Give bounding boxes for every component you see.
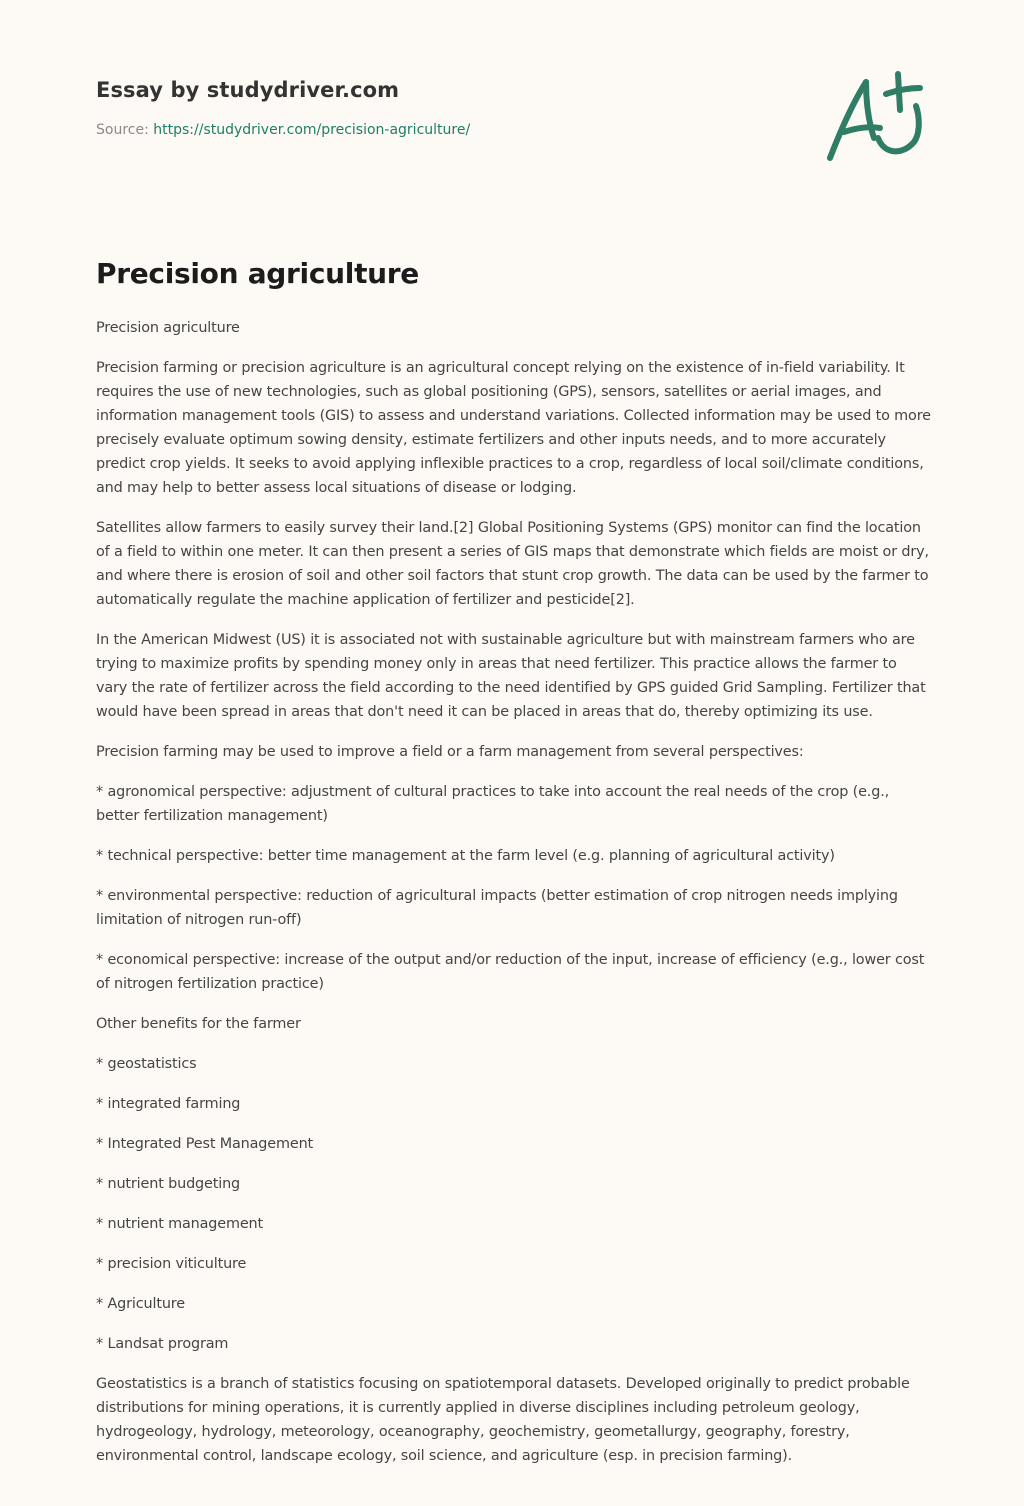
- article-subtitle: Precision agriculture: [96, 320, 240, 336]
- list-item: * Landsat program: [96, 1336, 229, 1352]
- list-item: * Agriculture: [96, 1296, 185, 1312]
- paragraph-midwest: In the American Midwest (US) it is associated not with sustainable agriculture but with mainstream farmers who are trying to maximize profits by spending money only in areas that need fertilizer. This practice allows the farmer to vary the rate of fertilizer across the field according to the need identified by GPS guided Grid Sampling. Fertilizer that would have been spread in areas that don't need it can be placed in areas that do, thereby optimizing its use.: [96, 632, 926, 720]
- list-item: * agronomical perspective: adjustment of cultural practices to take into account the real needs of the crop (e.g., better fertilization management): [96, 784, 890, 824]
- list-item: * nutrient management: [96, 1216, 264, 1232]
- paragraph-other-benefits: Other benefits for the farmer: [96, 1016, 301, 1032]
- paragraph-geostatistics: Geostatistics is a branch of statistics focusing on spatiotemporal datasets. Developed originally to predict probable distributions for mining operations, it is currently applied in diverse disciplines including petroleum geology, hydrogeology, hydrology, meteorology, oceanography, geochemistry, geometallurgy, geography, forestry, environmental control, landscape ecology, soil science, and agriculture (esp. in precision farming).: [96, 1376, 910, 1464]
- list-item: * environmental perspective: reduction of agricultural impacts (better estimation of crop nitrogen needs implying limitation of nitrogen run-off): [96, 888, 898, 928]
- list-item: * geostatistics: [96, 1056, 197, 1072]
- source-link[interactable]: https://studydriver.com/precision-agriculture/: [153, 122, 471, 138]
- article: [96, 256, 932, 1484]
- page-header: [96, 76, 796, 140]
- list-item: * nutrient budgeting: [96, 1176, 241, 1192]
- paragraph-intro: Precision farming or precision agriculture is an agricultural concept relying on the existence of in-field variability. It requires the use of new technologies, such as global positioning (GPS), sensors, satellites or aerial images, and information management tools (GIS) to assess and understand variations. Collected information may be used to more precisely evaluate optimum sowing density, estimate fertilizers and other inputs needs, and to more accurately predict crop yields. It seeks to avoid applying inflexible practices to a crop, regardless of local soil/climate conditions, and may help to better assess local situations of disease or lodging.: [96, 360, 931, 496]
- list-item: * technical perspective: better time management at the farm level (e.g. planning of agricultural activity): [96, 848, 835, 864]
- article-title: Precision agriculture: [96, 257, 419, 290]
- site-brand: Essay by studydriver.com: [96, 78, 400, 102]
- paragraph-satellites: Satellites allow farmers to easily survey their land.[2] Global Positioning Systems (GPS) monitor can find the location of a field to within one meter. It can then present a series of GIS maps that demonstrate which fields are moist or dry, and where there is erosion of soil and other soil factors that stunt crop growth. The data can be used by the farmer to automatically regulate the machine application of fertilizer and pesticide[2].: [96, 520, 929, 608]
- source-label: Source:: [96, 122, 149, 138]
- list-item: * economical perspective: increase of the output and/or reduction of the input, increase of efficiency (e.g., lower cost of nitrogen fertilization practice): [96, 952, 925, 992]
- list-item: * precision viticulture: [96, 1256, 247, 1272]
- list-item: * integrated farming: [96, 1096, 241, 1112]
- a-plus-logo-icon: [822, 66, 928, 166]
- source-line: [96, 120, 796, 140]
- paragraph-perspectives-intro: Precision farming may be used to improve a field or a farm management from several perspectives:: [96, 744, 804, 760]
- list-item: * Integrated Pest Management: [96, 1136, 314, 1152]
